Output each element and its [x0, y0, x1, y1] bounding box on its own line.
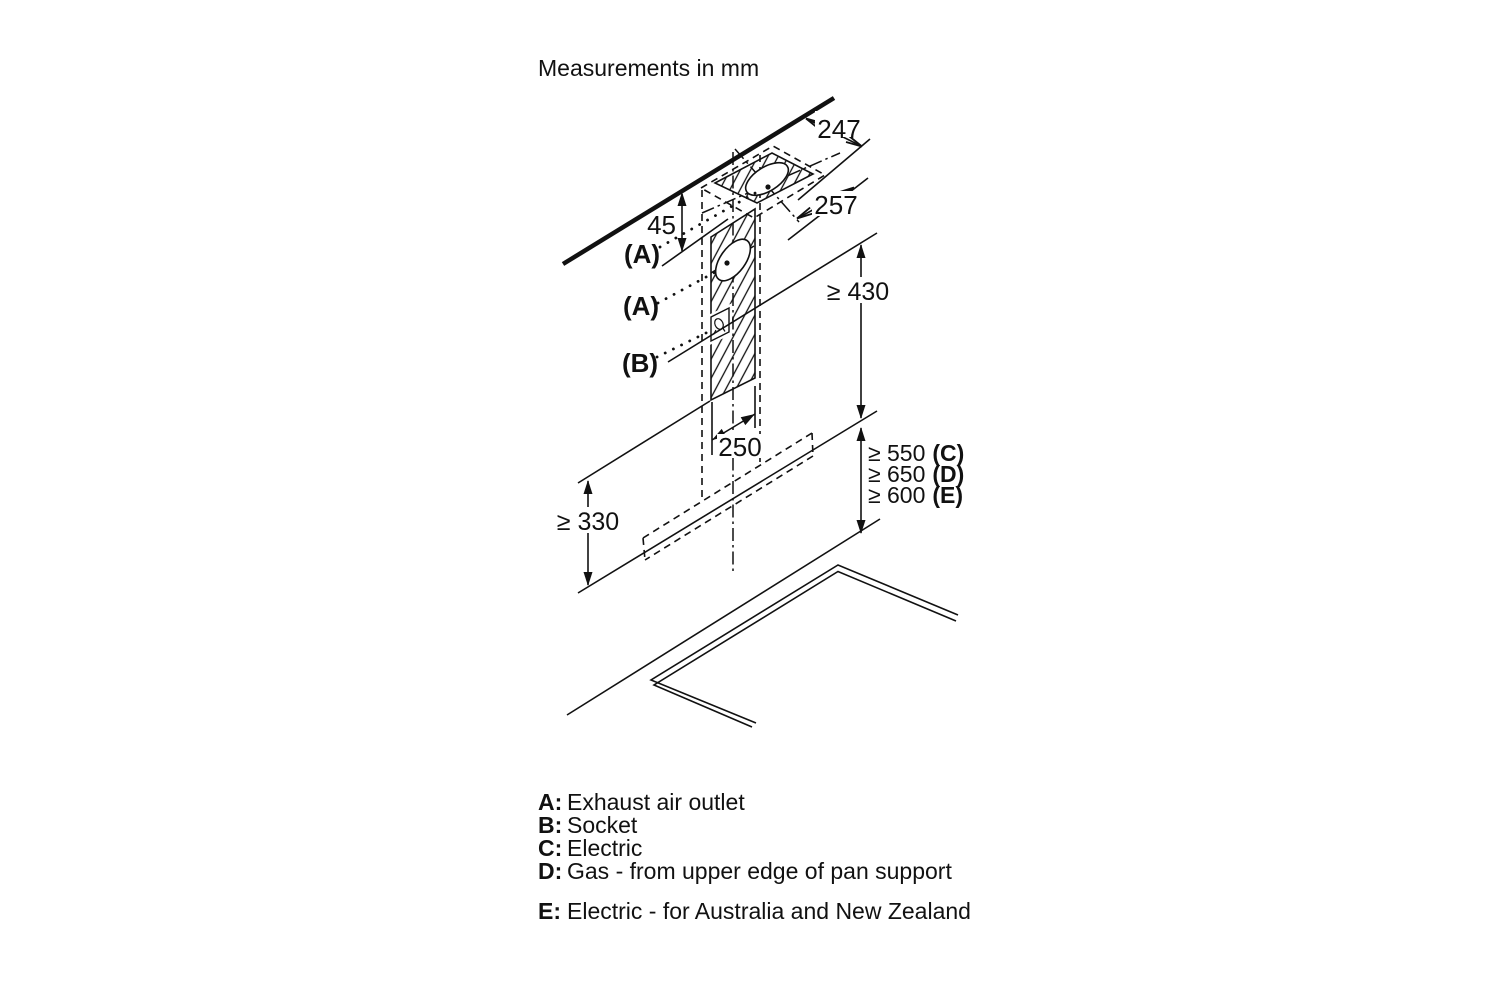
- ceiling-duct-center-dot: [765, 184, 770, 189]
- legend: [538, 789, 971, 924]
- countertop-back-edge: [567, 519, 880, 715]
- dimension-330: [556, 480, 620, 586]
- legend-row-b: B: Socket: [538, 812, 638, 838]
- dimension-247: [806, 111, 863, 147]
- legend-row-c: C: Electric: [538, 835, 643, 861]
- dimension-430: [826, 244, 892, 419]
- clearance-row-d: ≥ 650 (D): [868, 461, 965, 487]
- callout-b-socket: (B): [621, 348, 659, 378]
- callout-a-top: (A): [623, 239, 661, 269]
- legend-row-d: D: Gas - from upper edge of pan support: [538, 858, 952, 884]
- dimension-clearances: [857, 427, 965, 534]
- socket-symbol: [711, 308, 729, 341]
- dimension-45-text: 45: [647, 210, 676, 240]
- dimension-257-text: 257: [814, 190, 858, 220]
- page-title: Measurements in mm: [538, 55, 760, 81]
- clearance-row-e: ≥ 600 (E): [868, 482, 964, 508]
- cooktop-outline: [651, 565, 958, 727]
- dimension-430-text: ≥ 430: [826, 278, 890, 306]
- dimension-247-text: 247: [817, 114, 861, 144]
- wall-mounting-panel: [709, 209, 757, 400]
- legend-row-a: A: Exhaust air outlet: [538, 789, 745, 815]
- hood-top-level-line: [578, 401, 710, 483]
- legend-row-e: E: Electric - for Australia and New Zealand: [538, 898, 971, 924]
- wall-duct-center-dot: [724, 260, 729, 265]
- dimension-330-text: ≥ 330: [556, 508, 620, 536]
- clearance-row-c: ≥ 550 (C): [868, 440, 965, 466]
- dimension-250-text: 250: [718, 432, 762, 462]
- callout-a-wall: (A): [622, 291, 660, 321]
